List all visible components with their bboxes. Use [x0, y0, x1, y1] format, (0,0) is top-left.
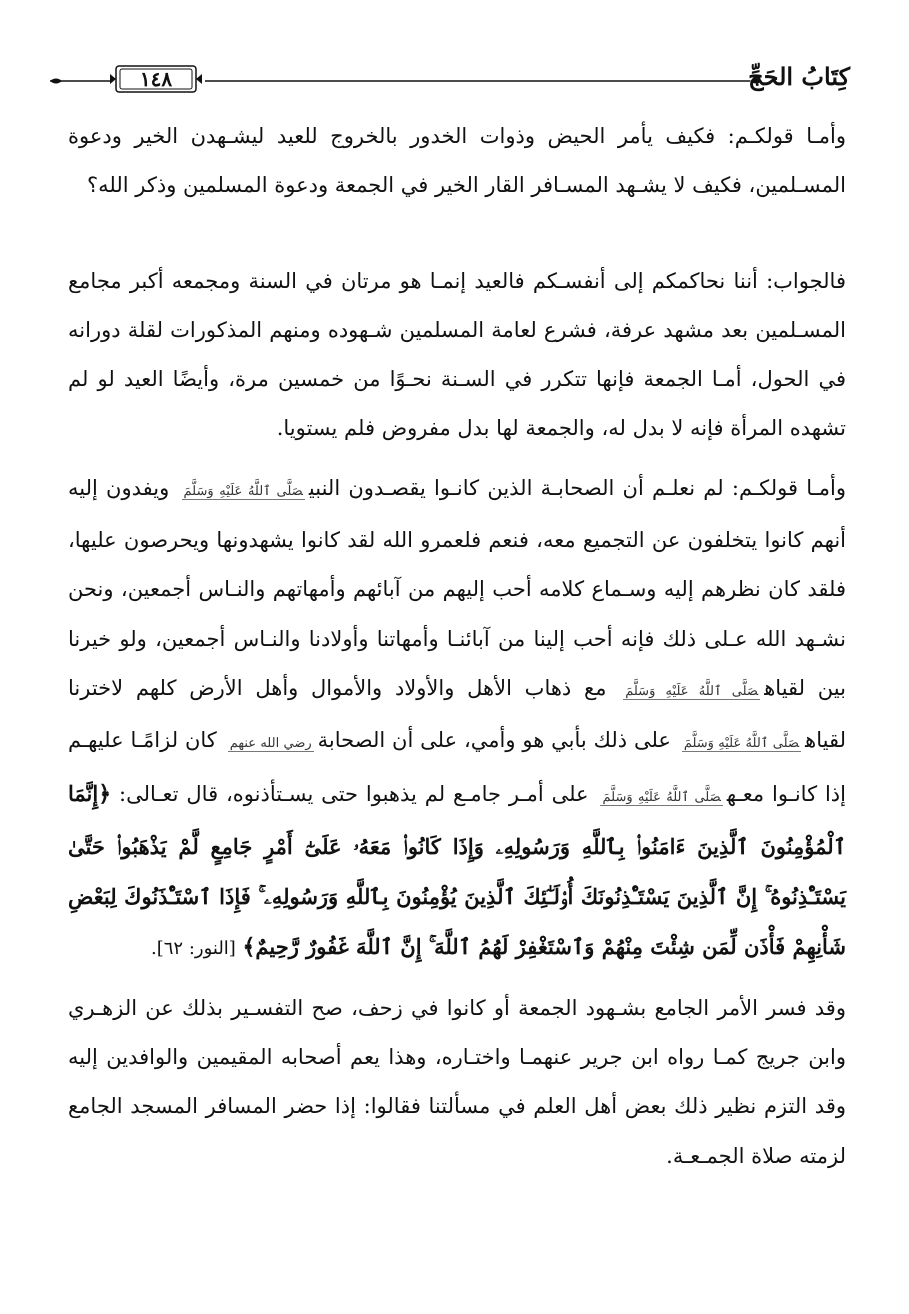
- p3-sentence-4: على ذلك بأبي هو وأمي، على أن الصحابة: [317, 728, 671, 753]
- verse-citation: [النور: ٦٢].: [151, 938, 236, 960]
- p3-sentence-2: ويفدون إليه أنهم كانوا يتخلفون عن التجميع معه، فنعم فلعمرو الله لقد كانوا يشهدونها ويحرصون عليها، فلقد كان نظرهم إليه وسـماع كلامه أحب إليهم من آبائهم وأمهاتهم والنـاس أجمعين، ونحن نشـهد الله عـلى ذلك فإنه أحب إلينا من آبائنـا وأمهاتنا وأولادنا والنـاس أجمعين، ولو خيرنا بين لقياه: [68, 475, 846, 700]
- quran-open-bracket: ﴿: [98, 780, 112, 807]
- paragraph-2: فالجواب: أننا نحاكمكم إلى أنفسـكم فالعيد إنمـا هو مرتان في السنة ومجمعه أكبر مجامع المسـلمين بعد مشهد عرفة، فشرع لعامة المسلمين شـهوده ومنهم المذكورات لقلة دورانه في الحول، أمـا الجمعة فإنها تتكرر في السـنة نحـوًا من خمسين مرة، وأيضًا العيد لو لم تشهده المرأة فإنه لا بدل له، والجمعة لها بدل مفروض فلم يستويا.: [68, 268, 846, 441]
- paragraph-4: وقد فسر الأمر الجامع بشـهود الجمعة أو كانوا في زحف، صح التفسـير بذلك عن الزهـري وابن جريج كمـا رواه ابن جرير عنهمـا واختـاره، وهذا يعم أصحابه المقيمين والوافدين إليه وقد التزم نظير ذلك بعض أهل العلم في مسألتنا فقالوا: إذا حضر المسافر المسجد الجامع لزمته صلاة الجمـعـة.: [68, 995, 846, 1168]
- page-body: [68, 112, 846, 1181]
- quran-close-bracket: ﴾: [242, 934, 256, 961]
- page-number: ١٤٨: [139, 67, 173, 91]
- paragraph-1: وأمـا قولكـم: فكيف يأمر الحيض وذوات الخدور بالخروج للعيد ليشـهدن الخير ودعوة المسـلمين، فكيف لا يشـهد المسـافر القار الخير في الجمعة ودعوة المسلمين وذكر الله؟: [68, 124, 846, 198]
- p3-sentence-6: على أمـر جامـع لم يذهبوا حتى يسـتأذنوه، قال تعـالى:: [119, 781, 589, 806]
- p3-sentence-1: وأمـا قولكـم: لم نعلـم أن الصحابـة الذين كانـوا يقصـدون النبي: [308, 475, 846, 500]
- p3-sentence-3: مع ذهاب الأهل والأولاد والأموال وأهل الأرض كلهم لاخترنا لقياه: [68, 675, 846, 753]
- page-number-box: [110, 64, 202, 94]
- honorific-seal: صَلَّى ٱللَّهُ عَلَيْهِ وَسَلَّمَ: [625, 683, 759, 699]
- honorific-seal: صَلَّى ٱللَّهُ عَلَيْهِ وَسَلَّمَ: [683, 736, 800, 752]
- book-title: كِتَابُ الحَجِّ: [748, 62, 850, 91]
- honorific-seal: صَلَّى ٱللَّهُ عَلَيْهِ وَسَلَّمَ: [602, 789, 721, 805]
- honorific-sahaba: رضي الله عنهم: [229, 736, 312, 752]
- honorific-seal: صَلَّى ٱللَّهُ عَلَيْهِ وَسَلَّمَ: [183, 483, 303, 499]
- p3-sentence-5: كان لزامًـا عليهـم إذا كانـوا معـه: [68, 728, 846, 806]
- paragraph-3: [68, 464, 846, 974]
- page-header: [50, 58, 850, 102]
- quran-verse: إِنَّمَا ٱلْمُؤْمِنُونَ ٱلَّذِينَ ءَامَنُوا۟ بِٱللَّهِ وَرَسُولِهِۦ وَإِذَا كَانُوا۟ مَعَهُۥ عَلَىٰٓ أَمْرٍ جَامِعٍ لَّمْ يَذْهَبُوا۟ حَتَّىٰ يَسْتَـْٔذِنُوهُ ۚ إِنَّ ٱلَّذِينَ يَسْتَـْٔذِنُونَكَ أُو۟لَـٰٓئِكَ ٱلَّذِينَ يُؤْمِنُونَ بِٱللَّهِ وَرَسُولِهِۦ ۚ فَإِذَا ٱسْتَـْٔذَنُوكَ لِبَعْضِ شَأْنِهِمْ فَأْذَن لِّمَن شِئْتَ مِنْهُمْ وَٱسْتَغْفِرْ لَهُمُ ٱللَّهَ ۚ إِنَّ ٱللَّهَ غَفُورٌ رَّحِيمٌ: [68, 780, 846, 960]
